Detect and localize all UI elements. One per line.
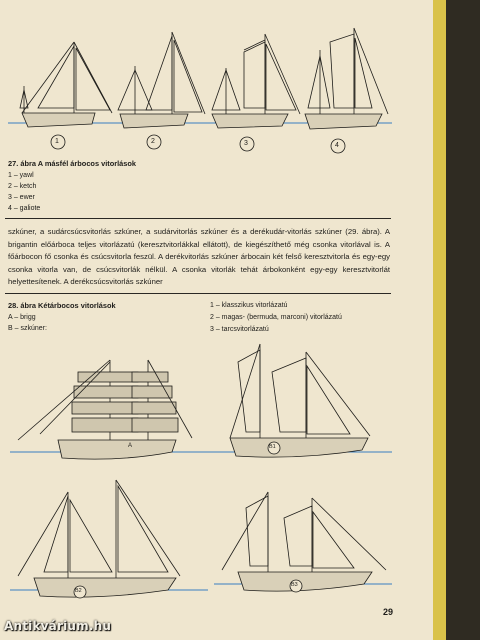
figure28-title: 28. ábra Kétárbocos vitorlások [8,301,116,310]
boat-galiote-drawing [305,28,388,129]
figure27-title: 27. ábra A másfél árbocos vitorlások [8,159,137,168]
page-number: 29 [383,607,394,617]
boat-label-b2: B2 [75,588,82,594]
divider-bottom [5,293,391,294]
boat-yawl-drawing [20,42,112,127]
boat-schooner-bermuda-drawing [18,480,180,597]
boat-label-b3: B3 [291,582,298,588]
figure27-item: 3 – ewer [8,194,35,201]
figure28-left-item: B – szkúner: [8,325,47,332]
figure-number-1: 1 [55,138,59,145]
figure27-item: 1 – yawl [8,172,34,179]
figure28-right-item: 1 – klasszikus vitorlázatú [210,302,288,309]
figure28-right-item: 3 – tarcsvitorlázatú [210,326,269,333]
boat-ketch-drawing [118,32,205,128]
figure-number-3: 3 [244,140,248,147]
watermark: Antikvárium.hu [4,619,112,633]
boat-ewer-drawing [212,34,300,128]
boat-brigg-drawing [18,360,192,459]
figure-number-4: 4 [335,142,339,149]
figure27-item: 4 – galiote [8,205,41,212]
divider-top [5,218,391,219]
boat-label-b1: B1 [269,444,276,450]
figure27-item: 2 – ketch [8,183,37,190]
boat-schooner-gaff-drawing [222,492,386,591]
figure28-right-item: 2 – magas- (bermuda, marconi) vitorlázatú [210,314,342,321]
boat-schooner-classic-drawing [230,344,370,457]
body-paragraph: szkúner, a sudárcsúcsvitorlás szkúner, a sudárvitorlás szkúner és a derékudár-vitorlás szkúner (29. ábra). A brigantin előárboca teljes vitorlázatú (keresztvitorlákkal ellátott), de kiegészíthető még csonka vitorlával is. A főárbocon fő csonka és csúcsvitorla feszül. A derékvitorlás szkúner árbocain két felső keresztvitorla és egy-egy csonka vitorla van, de csúcsvitorlák nélkül. A csonka vitorlák tehát árbokonként egy-egy keresztvitorlát helyettesítenek. A derékcsúcsvitorlás szkúner [8,227,390,286]
boat-label-a: A [128,443,133,449]
figure-number-2: 2 [151,138,155,145]
figure28-left-item: A – brigg [8,314,36,321]
